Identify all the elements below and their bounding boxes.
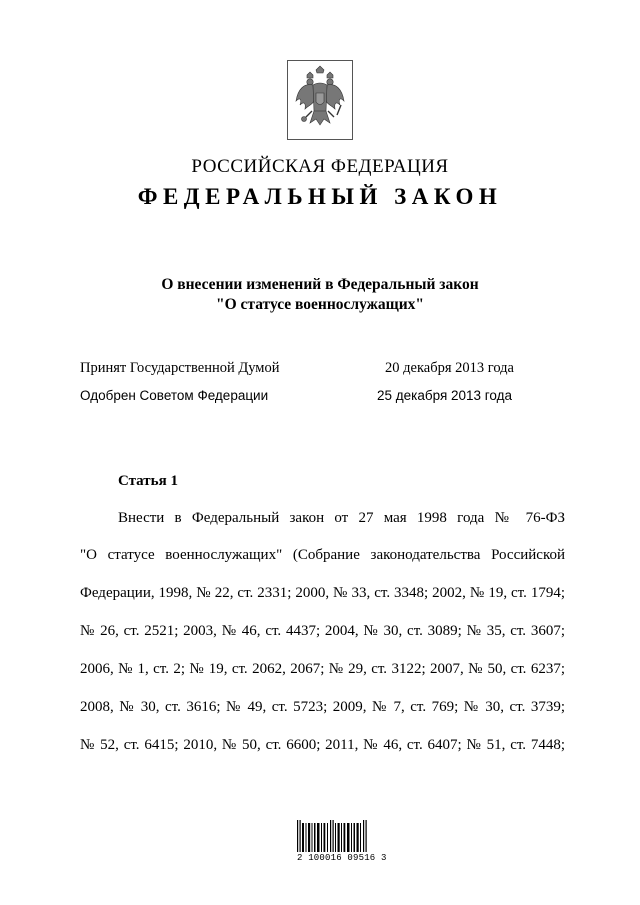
duma-adoption-date: 20 декабря 2013 года: [385, 360, 514, 376]
document-type: ФЕДЕРАЛЬНЫЙ ЗАКОН: [137, 184, 503, 209]
article-line: "О статусе военнослужащих" (Собрание законодательства Российской: [80, 547, 565, 563]
law-title-line-2: "О статусе военнослужащих": [215, 296, 425, 313]
article-line: 2008, № 30, ст. 3616; № 49, ст. 5723; 2009, № 7, ст. 769; № 30, ст. 3739;: [80, 699, 565, 715]
article-line: Внести в Федеральный закон от 27 мая 1998 года № 76-ФЗ: [118, 510, 565, 526]
council-approval-label: Одобрен Советом Федерации: [80, 388, 269, 403]
barcode: [297, 820, 371, 852]
law-title: [0, 275, 640, 315]
council-approval-date: 25 декабря 2013 года: [377, 388, 513, 403]
barcode-bars: [297, 820, 371, 852]
article-line: 2006, № 1, ст. 2; № 19, ст. 2062, 2067; № 29, ст. 3122; 2007, № 50, ст. 6237;: [80, 661, 565, 677]
duma-adoption-label: Принят Государственной Думой: [80, 360, 280, 376]
law-title-line-1: О внесении изменений в Федеральный закон: [161, 276, 479, 293]
barcode-number: 2 100016 09516 3: [297, 853, 387, 863]
article-line: № 52, ст. 6415; 2010, № 50, ст. 6600; 2011, № 46, ст. 6407; № 51, ст. 7448;: [80, 737, 565, 753]
country-name: РОССИЙСКАЯ ФЕДЕРАЦИЯ: [191, 156, 449, 177]
article-line: № 26, ст. 2521; 2003, № 46, ст. 4437; 2004, № 30, ст. 3089; № 35, ст. 3607;: [80, 623, 565, 639]
state-emblem: [287, 60, 353, 140]
article-heading: Статья 1: [118, 473, 178, 489]
double-headed-eagle-icon: [288, 61, 352, 139]
article-line: Федерации, 1998, № 22, ст. 2331; 2000, № 33, ст. 3348; 2002, № 19, ст. 1794;: [80, 585, 565, 601]
